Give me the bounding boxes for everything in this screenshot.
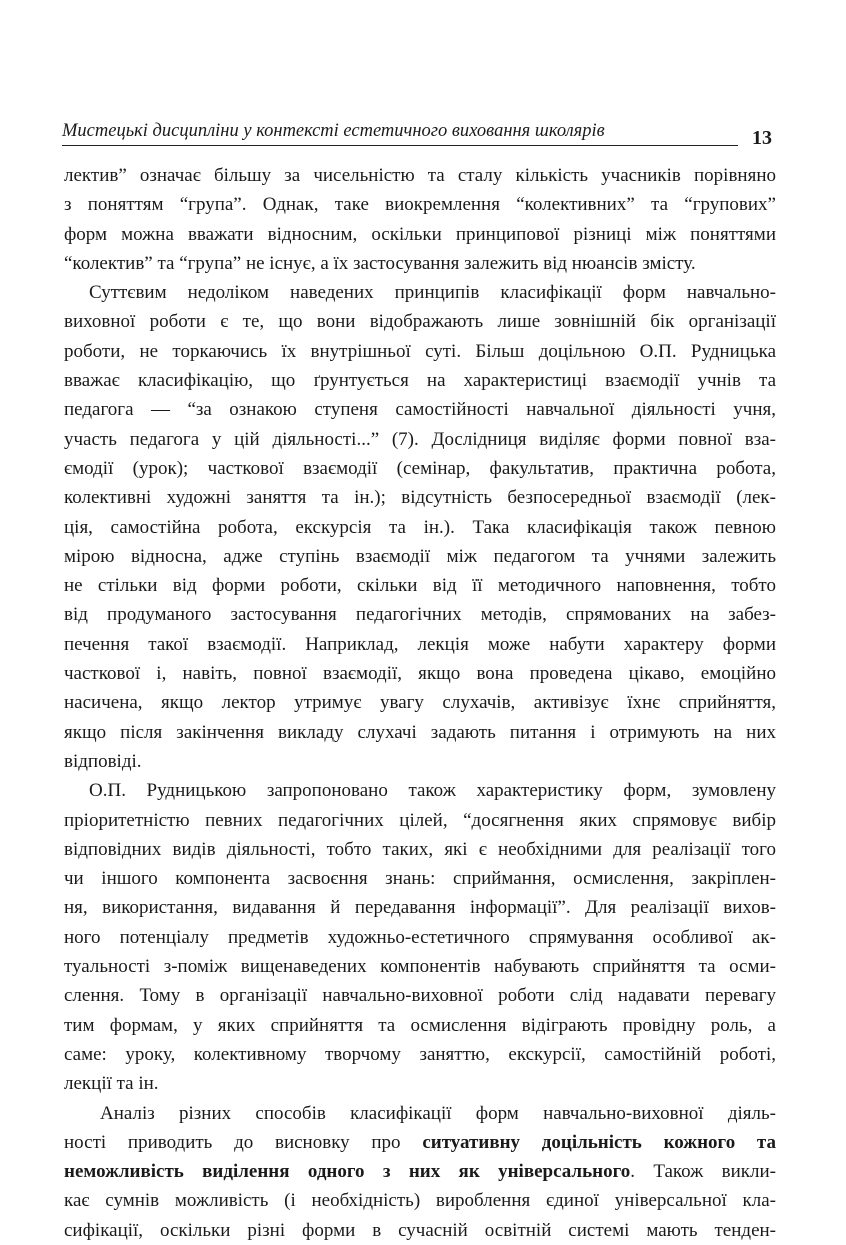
text-line: часткової і, навіть, повної взаємодії, якщо вона проведена цікаво, емоційно xyxy=(64,663,776,685)
text-line: сифікації, оскільки різні форми в сучасній освітній системі мають тенден- xyxy=(64,1219,776,1241)
running-title: Мистецькі дисципліни у контексті естетичного виховання школярів xyxy=(62,121,605,141)
text-line: колективні художні заняття та ін.); відсутність безпосередньої взаємодії (лек- xyxy=(64,487,776,509)
text-line: насичена, якщо лектор утримує увагу слухачів, активізує їхнє сприйняття, xyxy=(64,692,776,714)
text-line: кає сумнів можливість (і необхідність) вироблення єдиної універсальної кла- xyxy=(64,1190,776,1212)
text-line: тим формам, у яких сприйняття та осмислення відіграють провідну роль, а xyxy=(64,1014,776,1036)
text-line: лекції та ін. xyxy=(64,1073,159,1095)
page-number: 13 xyxy=(752,127,772,149)
text-run: . Також викли- xyxy=(630,1161,776,1183)
text-line: не стільки від форми роботи, скільки від її методичного наповнення, тобто xyxy=(64,575,776,597)
text-line: вважає класифікацію, що ґрунтується на характеристиці взаємодії учнів та xyxy=(64,370,776,392)
text-line: лектив” означає більшу за чисельністю та сталу кількість учасників порівняно xyxy=(64,165,776,186)
text-line: форм можна вважати відносним, оскільки принципової різниці між поняттями xyxy=(64,223,776,245)
body-text xyxy=(64,161,776,1245)
text-line xyxy=(64,1128,776,1157)
paragraph-1 xyxy=(64,161,776,278)
text-line: О.П. Рудницькою запропоновано також характеристику форм, зумовлену xyxy=(89,780,776,802)
text-line xyxy=(64,1157,776,1186)
text-line: від продуманого застосування педагогічних методів, спрямованих на забез- xyxy=(64,604,776,626)
text-line: з поняттям “група”. Однак, таке виокремлення “колективних” та “групових” xyxy=(64,194,776,216)
text-line: Аналіз різних способів класифікації форм навчально-виховної діяль- xyxy=(100,1102,776,1124)
text-line: мірою відносна, адже ступінь взаємодії між педагогом та учнями залежить xyxy=(64,545,776,567)
text-line: саме: уроку, колективному творчому заняттю, екскурсії, самостійній роботі, xyxy=(64,1043,776,1065)
text-line: ного потенціалу предметів художньо-естетичного спрямування особливої ак- xyxy=(64,926,776,948)
text-line: виховної роботи є те, що вони відображають лише зовнішній бік організації xyxy=(64,311,776,333)
text-line: печення такої взаємодії. Наприклад, лекція може набути характеру форми xyxy=(64,633,776,655)
text-line: якщо після закінчення викладу слухачі задають питання і отримують на них xyxy=(64,721,776,743)
text-line: чи іншого компонента засвоєння знань: сприймання, осмислення, закріплен- xyxy=(64,868,776,890)
text-line: “колектив” та “група” не існує, а їх застосування залежить від нюансів змісту. xyxy=(64,252,696,274)
text-line: участь педагога у цій діяльності...” (7). Дослідниця виділяє форми повної вза- xyxy=(64,428,776,450)
text-line: ція, самостійна робота, екскурсія та ін.). Така класифікація також певною xyxy=(64,516,776,538)
emphasis-text: ситуативну доцільність кожного та xyxy=(422,1131,776,1153)
text-line: туальності з-поміж вищенаведених компонентів набувають сприйняття та осми- xyxy=(64,956,776,978)
text-line: відповідних видів діяльності, тобто таких, які є необхідними для реалізації того xyxy=(64,838,776,860)
text-run: ності приводить до висновку про xyxy=(64,1131,423,1153)
text-line: ня, використання, видавання й передавання інформації”. Для реалізації вихов- xyxy=(64,897,776,919)
text-line: педагога — “за ознакою ступеня самостійності навчальної діяльності учня, xyxy=(64,399,776,421)
running-header xyxy=(62,120,738,146)
text-line: пріоритетністю певних педагогічних цілей, “досягнення яких спрямовує вибір xyxy=(64,809,776,831)
paragraph-3 xyxy=(64,776,776,1098)
emphasis-text: неможливість виділення одного з них як універсального xyxy=(64,1161,631,1183)
text-line: відповіді. xyxy=(64,750,142,772)
paragraph-2 xyxy=(64,278,776,776)
text-line: роботи, не торкаючись їх внутрішньої суті. Більш доцільною О.П. Рудницька xyxy=(64,340,776,362)
text-line: слення. Тому в організації навчально-виховної роботи слід надавати перевагу xyxy=(64,985,776,1007)
text-line: Суттєвим недоліком наведених принципів класифікації форм навчально- xyxy=(89,282,776,304)
paragraph-4 xyxy=(64,1099,776,1245)
text-line: ємодії (урок); часткової взаємодії (семінар, факультатив, практична робота, xyxy=(64,457,776,479)
